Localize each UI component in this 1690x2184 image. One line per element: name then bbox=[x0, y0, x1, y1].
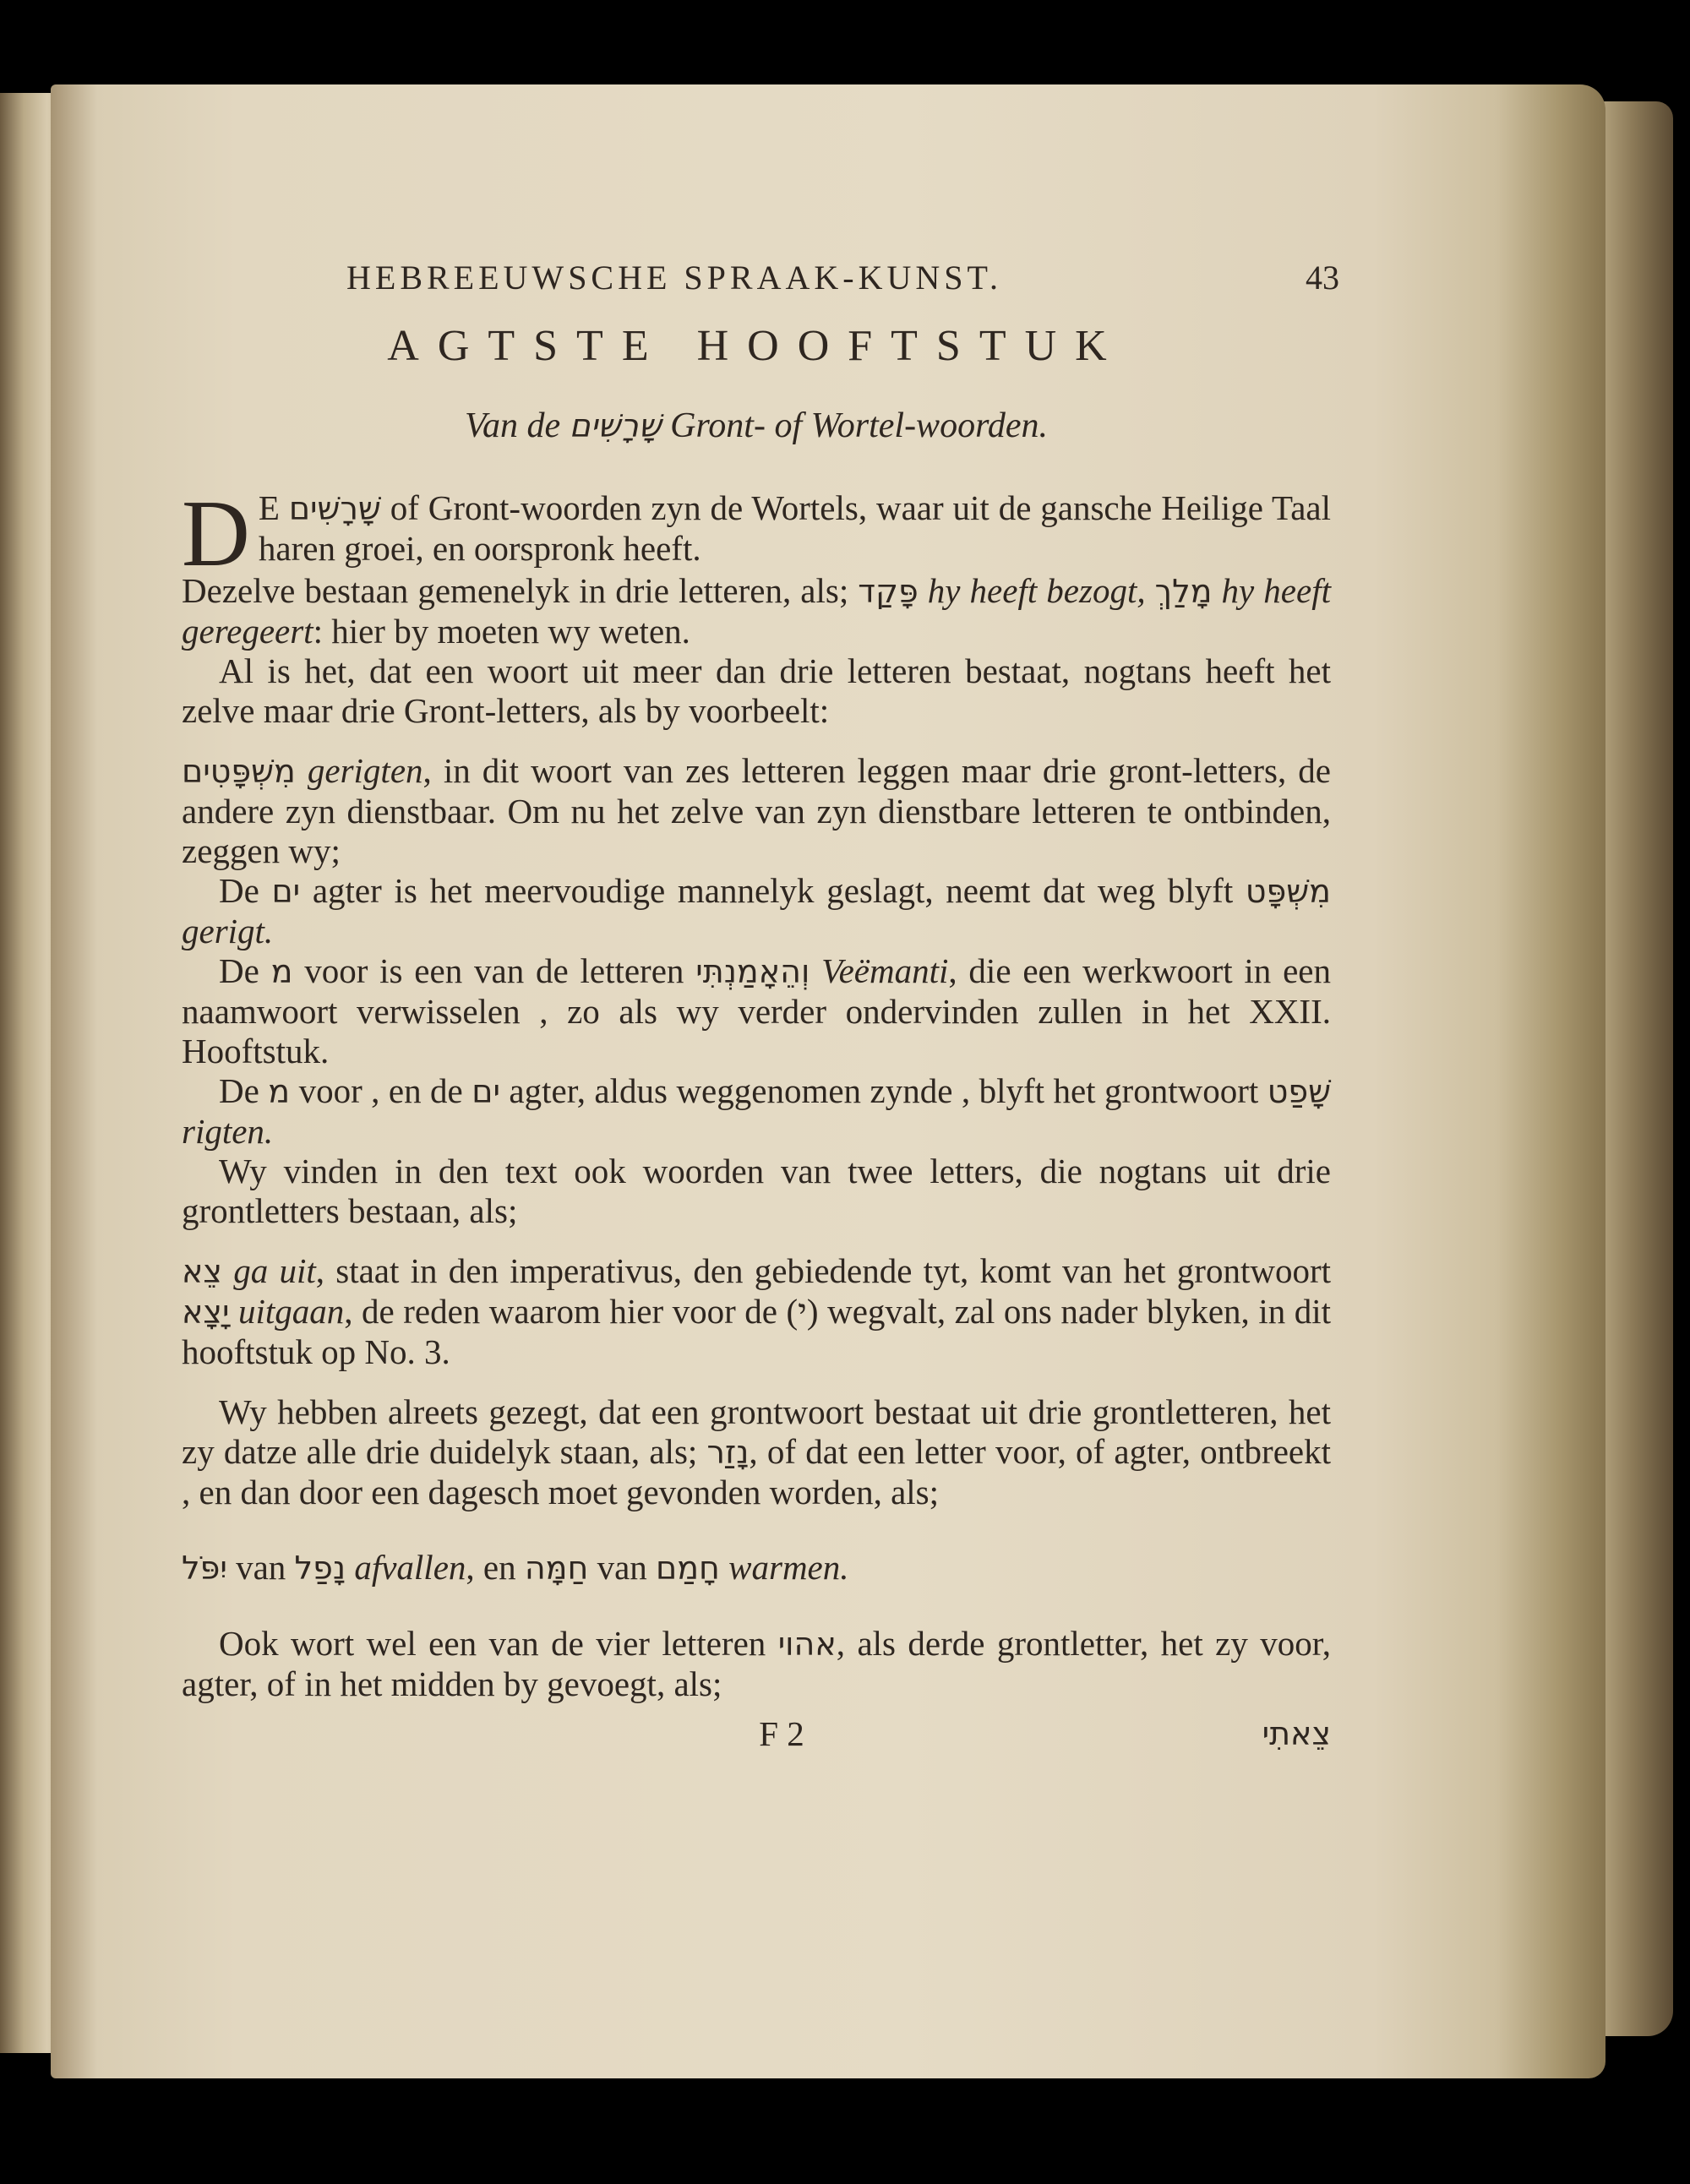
para9-hebrew-1: צֵא bbox=[182, 1253, 222, 1290]
para12-text-b: , als derde grontletter, het zy voor, agter, of in het midden by gevoegt, als; bbox=[182, 1624, 1331, 1703]
paragraph-7 bbox=[182, 1071, 1331, 1152]
para6-text-c: , die een werkwoort in een naamwoort verwisselen , zo als wy verder ondervinden zullen in het XXII. Hooftstuk. bbox=[182, 951, 1332, 1070]
paragraph-6 bbox=[182, 951, 1331, 1071]
para1-rest: E bbox=[258, 488, 280, 527]
page-number: 43 bbox=[1306, 259, 1339, 297]
para10-hebrew: נָזַר bbox=[706, 1434, 750, 1471]
para9-hebrew-2: יָצָא bbox=[182, 1294, 230, 1331]
para9-text-a: , staat in den imperativus, den gebiedende tyt, komt van het grontwoort bbox=[315, 1251, 1331, 1290]
running-head: HEBREEUWSCHE SPRAAK-KUNST. bbox=[346, 259, 1002, 297]
para5-hebrew-2: מִשְׁפָּט bbox=[1245, 873, 1331, 910]
subtitle-hebrew: שָׁרָשִׁים bbox=[569, 407, 662, 444]
para2-hebrew-2: מָלַךְ bbox=[1154, 573, 1213, 610]
para11-italic-2: warmen. bbox=[728, 1548, 849, 1587]
subtitle-post: Gront- of Wortel-woorden. bbox=[670, 406, 1048, 445]
paragraph-4 bbox=[182, 751, 1331, 871]
para9-italic-2: uitgaan bbox=[237, 1292, 345, 1331]
para4-italic: gerigten bbox=[307, 751, 423, 790]
para2-italic-1: hy heeft bezogt, bbox=[927, 571, 1146, 610]
para11-italic-1: afvallen bbox=[354, 1548, 466, 1587]
para2-hebrew-1: פָּקַד bbox=[858, 573, 919, 610]
para6-text-a: De bbox=[219, 951, 259, 990]
page-header bbox=[182, 258, 1339, 297]
page-content bbox=[182, 258, 1339, 1756]
para12-hebrew: אהוי bbox=[777, 1626, 837, 1663]
catchword: צֵאתִי bbox=[1262, 1715, 1331, 1752]
paragraph-5 bbox=[182, 871, 1331, 951]
para11-text-b: , en bbox=[466, 1548, 516, 1587]
para7-hebrew-2: ים bbox=[472, 1073, 500, 1110]
para11-text-c: van bbox=[597, 1548, 647, 1587]
para2-italic-2: hy heeft geregeert bbox=[182, 571, 1331, 651]
para10-text-a: Wy hebben alreets gezegt, dat een grontwoort bestaat uit drie grontletteren, het zy datze alle drie duidelyk staan, als; bbox=[182, 1392, 1331, 1471]
para5-text-a: De bbox=[219, 871, 259, 910]
para4-text: , in dit woort van zes letteren leggen maar drie gront-letters, de andere zyn dienstbaar. Om nu het zelve van zyn dienstbare letteren te ontbinden, zeggen wy; bbox=[182, 751, 1331, 870]
para4-hebrew: מִשְׁפָּטִים bbox=[182, 753, 296, 790]
para10-text-b: , of dat een letter voor, of agter, ontbreekt , en dan door een dagesch moet gevonden worden, als; bbox=[182, 1432, 1331, 1511]
paragraph-10 bbox=[182, 1392, 1331, 1512]
para7-text-b: voor , en de bbox=[298, 1071, 463, 1110]
para7-text-a: De bbox=[219, 1071, 259, 1110]
para9-italic-1: ga uit bbox=[233, 1251, 316, 1290]
para5-hebrew-1: ים bbox=[271, 873, 301, 910]
paragraph-9 bbox=[182, 1251, 1331, 1372]
para11-hebrew-2: נָפַל bbox=[294, 1549, 346, 1587]
para1-hebrew: שָׁרָשִׁים bbox=[288, 490, 381, 527]
para11-hebrew-4: חָמַם bbox=[656, 1549, 720, 1587]
para6-hebrew-1: מ bbox=[270, 953, 293, 990]
para7-hebrew-1: מ bbox=[268, 1073, 291, 1110]
para7-text-c: agter, aldus weggenomen zynde , blyft het grontwoort bbox=[509, 1071, 1259, 1110]
para6-italic: Veëmanti bbox=[821, 951, 949, 990]
para1-text: of Gront-woorden zyn de Wortels, waar uit de gansche Heilige Taal haren groei, en oorspronk heeft. bbox=[258, 488, 1332, 568]
paragraph-8: Wy vinden in den text ook woorden van twee letters, die nogtans uit drie grontletters bestaan, als; bbox=[182, 1152, 1331, 1230]
paragraph-3: Al is het, dat een woort uit meer dan drie letteren bestaat, nogtans heeft het zelve maar drie Gront-letters, als by voorbeelt: bbox=[182, 651, 1331, 730]
drop-cap: D bbox=[182, 482, 250, 586]
subtitle-pre: Van de bbox=[465, 406, 561, 445]
para7-hebrew-3: שָׁפַט bbox=[1267, 1073, 1332, 1110]
para11-hebrew-1: יִפֹּל bbox=[182, 1549, 227, 1587]
paragraph-2 bbox=[182, 571, 1331, 651]
paragraph-12 bbox=[182, 1624, 1331, 1704]
chapter-subtitle bbox=[182, 406, 1331, 446]
para9-text-b: , de reden waarom hier voor de (י) wegvalt, zal ons nader blyken, in dit hooftstuk op No. 3. bbox=[182, 1292, 1332, 1371]
para12-text-a: Ook wort wel een van de vier letteren bbox=[219, 1624, 766, 1663]
para2-text-d: : hier by moeten wy weten. bbox=[313, 612, 690, 651]
para2-text-a: Dezelve bestaan gemenelyk in drie letteren, als; bbox=[182, 571, 849, 610]
paragraph-1 bbox=[182, 482, 1332, 586]
page-footer bbox=[182, 1714, 1331, 1756]
para7-italic: rigten. bbox=[182, 1112, 274, 1151]
para11-text-a: van bbox=[236, 1548, 286, 1587]
paragraph-11 bbox=[182, 1548, 1331, 1588]
para5-text-b: agter is het meervoudige mannelyk geslagt, neemt dat weg blyft bbox=[312, 871, 1234, 910]
para5-italic: gerigt. bbox=[182, 912, 274, 950]
signature-mark: F 2 bbox=[759, 1714, 804, 1753]
chapter-title: AGTSTE HOOFTSTUK bbox=[387, 322, 1126, 370]
para11-hebrew-3: חַמָּה bbox=[524, 1549, 589, 1587]
para6-text-b: voor is een van de letteren bbox=[304, 951, 684, 990]
para6-hebrew-2: וְהֵאָמַנְתִּי bbox=[695, 953, 810, 990]
